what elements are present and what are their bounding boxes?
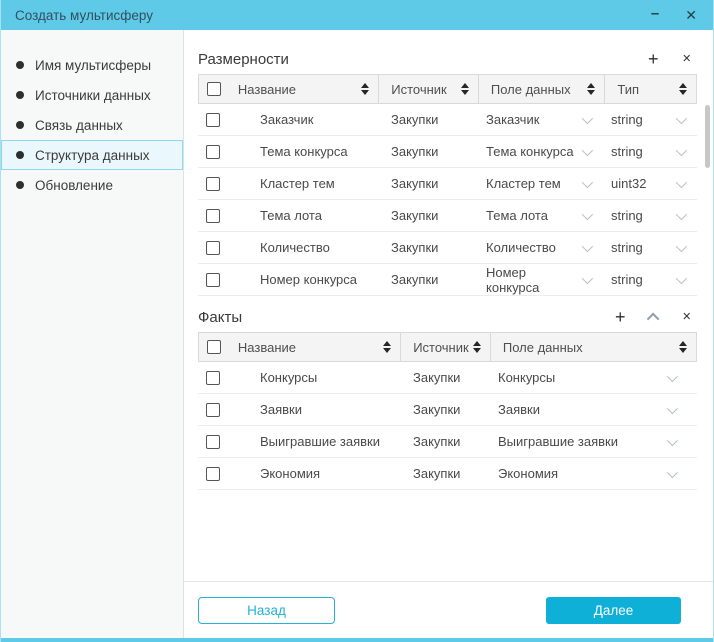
dimension-field-select[interactable] [478, 144, 605, 159]
dialog-footer [184, 581, 713, 638]
fact-source: Закупки [413, 434, 461, 449]
bullet-icon [16, 151, 24, 159]
field-value: Конкурсы [498, 370, 556, 385]
sidebar-item-update[interactable] [1, 170, 183, 200]
fact-name: Экономия [260, 466, 321, 481]
remove-dimension-icon[interactable]: × [682, 50, 691, 67]
dimension-source: Закупки [391, 240, 439, 255]
table-row [198, 394, 697, 426]
field-value: Заявки [498, 402, 540, 417]
dimension-type-select[interactable] [605, 176, 697, 191]
chevron-down-icon [582, 176, 593, 187]
bullet-icon [16, 181, 24, 189]
dimension-name: Тема конкурса [260, 144, 348, 159]
sort-icon[interactable] [679, 83, 687, 95]
column-header-name: Название [237, 339, 296, 355]
fact-source: Закупки [413, 466, 461, 481]
title-bar [1, 0, 713, 30]
sidebar-item-multisphere-name[interactable] [1, 50, 183, 80]
dimension-source: Закупки [391, 272, 439, 287]
facts-table [198, 332, 697, 490]
type-value: string [611, 208, 643, 223]
dimension-field-select[interactable] [478, 240, 605, 255]
field-value: Кластер тем [486, 176, 561, 191]
chevron-down-icon [582, 112, 593, 123]
table-row [198, 200, 697, 232]
field-value: Экономия [498, 466, 559, 481]
type-value: string [611, 112, 643, 127]
minimize-icon[interactable]: – [650, 4, 660, 22]
column-header-field: Поле данных [502, 339, 583, 355]
back-button[interactable]: Назад [198, 597, 335, 624]
chevron-down-icon [582, 144, 593, 155]
dimension-field-select[interactable] [478, 208, 605, 223]
dimension-field-select[interactable] [478, 265, 605, 295]
sort-icon[interactable] [587, 83, 595, 95]
field-value: Номер конкурса [486, 264, 540, 295]
table-row [198, 168, 697, 200]
type-value: string [611, 144, 643, 159]
select-all-checkbox[interactable] [207, 340, 221, 354]
type-value: string [611, 272, 643, 287]
sidebar-item-label: Имя мультисферы [35, 57, 152, 73]
sidebar-item-data-sources[interactable] [1, 80, 183, 110]
close-icon[interactable]: ✕ [685, 7, 697, 23]
fact-field-select[interactable] [490, 402, 697, 417]
window-title: Создать мультисферу [15, 7, 153, 23]
facts-header [198, 302, 697, 332]
chevron-down-icon [676, 144, 687, 155]
chevron-down-icon [676, 240, 687, 251]
table-row [198, 232, 697, 264]
sidebar-item-data-structure[interactable] [1, 140, 183, 170]
field-value: Заказчик [486, 112, 540, 127]
dimensions-table-header [198, 74, 697, 104]
field-value: Тема конкурса [486, 144, 574, 159]
fact-name: Конкурсы [260, 370, 318, 385]
facts-table-header [198, 332, 697, 362]
row-checkbox[interactable] [206, 435, 220, 449]
facts-actions [615, 308, 697, 326]
add-fact-icon[interactable]: + [615, 307, 626, 327]
sidebar-item-label: Обновление [35, 177, 113, 193]
column-header-source: Источник [413, 339, 469, 355]
dialog-body [1, 30, 713, 638]
row-checkbox[interactable] [206, 403, 220, 417]
dimension-type-select[interactable] [605, 112, 697, 127]
row-checkbox[interactable] [206, 145, 220, 159]
fact-field-select[interactable] [490, 370, 697, 385]
dimension-source: Закупки [391, 112, 439, 127]
window-controls [650, 4, 697, 23]
dimension-source: Закупки [391, 208, 439, 223]
dimension-type-select[interactable] [605, 272, 697, 287]
sort-icon[interactable] [473, 341, 481, 353]
dimension-field-select[interactable] [478, 176, 605, 191]
bullet-icon [16, 91, 24, 99]
chevron-down-icon [676, 272, 687, 283]
dimensions-section [198, 44, 697, 296]
type-value: string [611, 240, 643, 255]
content-area [184, 30, 713, 581]
row-checkbox[interactable] [206, 371, 220, 385]
wizard-steps-sidebar [1, 30, 184, 638]
sidebar-item-label: Структура данных [35, 147, 150, 163]
row-checkbox[interactable] [206, 241, 220, 255]
fact-source: Закупки [413, 402, 461, 417]
dimensions-actions [648, 50, 697, 68]
fact-name: Выигравшие заявки [260, 434, 381, 449]
chevron-down-icon [676, 208, 687, 219]
field-value: Количество [486, 240, 556, 255]
fact-field-select[interactable] [490, 466, 697, 481]
field-value: Тема лота [486, 208, 548, 223]
column-header-name: Название [237, 81, 296, 97]
chevron-down-icon [667, 370, 678, 381]
chevron-down-icon [582, 208, 593, 219]
bullet-icon [16, 121, 24, 129]
dimension-type-select[interactable] [605, 240, 697, 255]
dimensions-table [198, 74, 697, 296]
column-header-type: Тип [617, 81, 640, 97]
field-value: Выигравшие заявки [498, 434, 619, 449]
dimensions-header [198, 44, 697, 74]
chevron-down-icon [676, 112, 687, 123]
main-panel [184, 30, 713, 638]
next-button[interactable]: Далее [546, 597, 681, 624]
window-bottom-border [1, 638, 713, 642]
table-row [198, 264, 697, 296]
chevron-down-icon [667, 434, 678, 445]
remove-fact-icon[interactable]: × [682, 308, 691, 325]
column-header-source: Источник [391, 81, 447, 97]
dimension-source: Закупки [391, 144, 439, 159]
add-dimension-icon[interactable]: + [648, 49, 659, 69]
dimension-name: Количество [260, 240, 330, 255]
fact-source: Закупки [413, 370, 461, 385]
scrollbar-thumb[interactable] [705, 105, 710, 168]
row-checkbox[interactable] [206, 467, 220, 481]
dimension-source: Закупки [391, 176, 439, 191]
dimension-name: Тема лота [260, 208, 322, 223]
fact-field-select[interactable] [490, 434, 697, 449]
table-row [198, 136, 697, 168]
table-row [198, 104, 697, 136]
sort-icon[interactable] [361, 83, 369, 95]
row-checkbox[interactable] [206, 273, 220, 287]
chevron-down-icon [667, 466, 678, 477]
collapse-icon[interactable] [646, 312, 659, 325]
row-checkbox[interactable] [206, 113, 220, 127]
sort-icon[interactable] [461, 83, 469, 95]
dimension-field-select[interactable] [478, 112, 605, 127]
dimension-type-select[interactable] [605, 144, 697, 159]
row-checkbox[interactable] [206, 177, 220, 191]
column-header-field: Поле данных [490, 81, 571, 97]
dimension-name: Заказчик [260, 112, 314, 127]
facts-title: Факты [198, 308, 243, 326]
sidebar-item-label: Связь данных [35, 117, 123, 133]
dimension-type-select[interactable] [605, 208, 697, 223]
sort-icon[interactable] [679, 341, 687, 353]
dimension-name: Кластер тем [260, 176, 335, 191]
facts-section [198, 302, 697, 490]
chevron-down-icon [676, 176, 687, 187]
chevron-down-icon [667, 402, 678, 413]
dimension-name: Номер конкурса [260, 272, 358, 287]
bullet-icon [16, 61, 24, 69]
chevron-down-icon [582, 240, 593, 251]
sidebar-item-data-link[interactable] [1, 110, 183, 140]
select-all-checkbox[interactable] [207, 82, 221, 96]
sort-icon[interactable] [383, 341, 391, 353]
row-checkbox[interactable] [206, 209, 220, 223]
chevron-down-icon [582, 272, 593, 283]
table-row [198, 362, 697, 394]
table-row [198, 426, 697, 458]
type-value: uint32 [611, 176, 647, 191]
fact-name: Заявки [260, 402, 302, 417]
sidebar-item-label: Источники данных [35, 87, 151, 103]
table-row [198, 458, 697, 490]
dimensions-title: Размерности [198, 50, 289, 68]
